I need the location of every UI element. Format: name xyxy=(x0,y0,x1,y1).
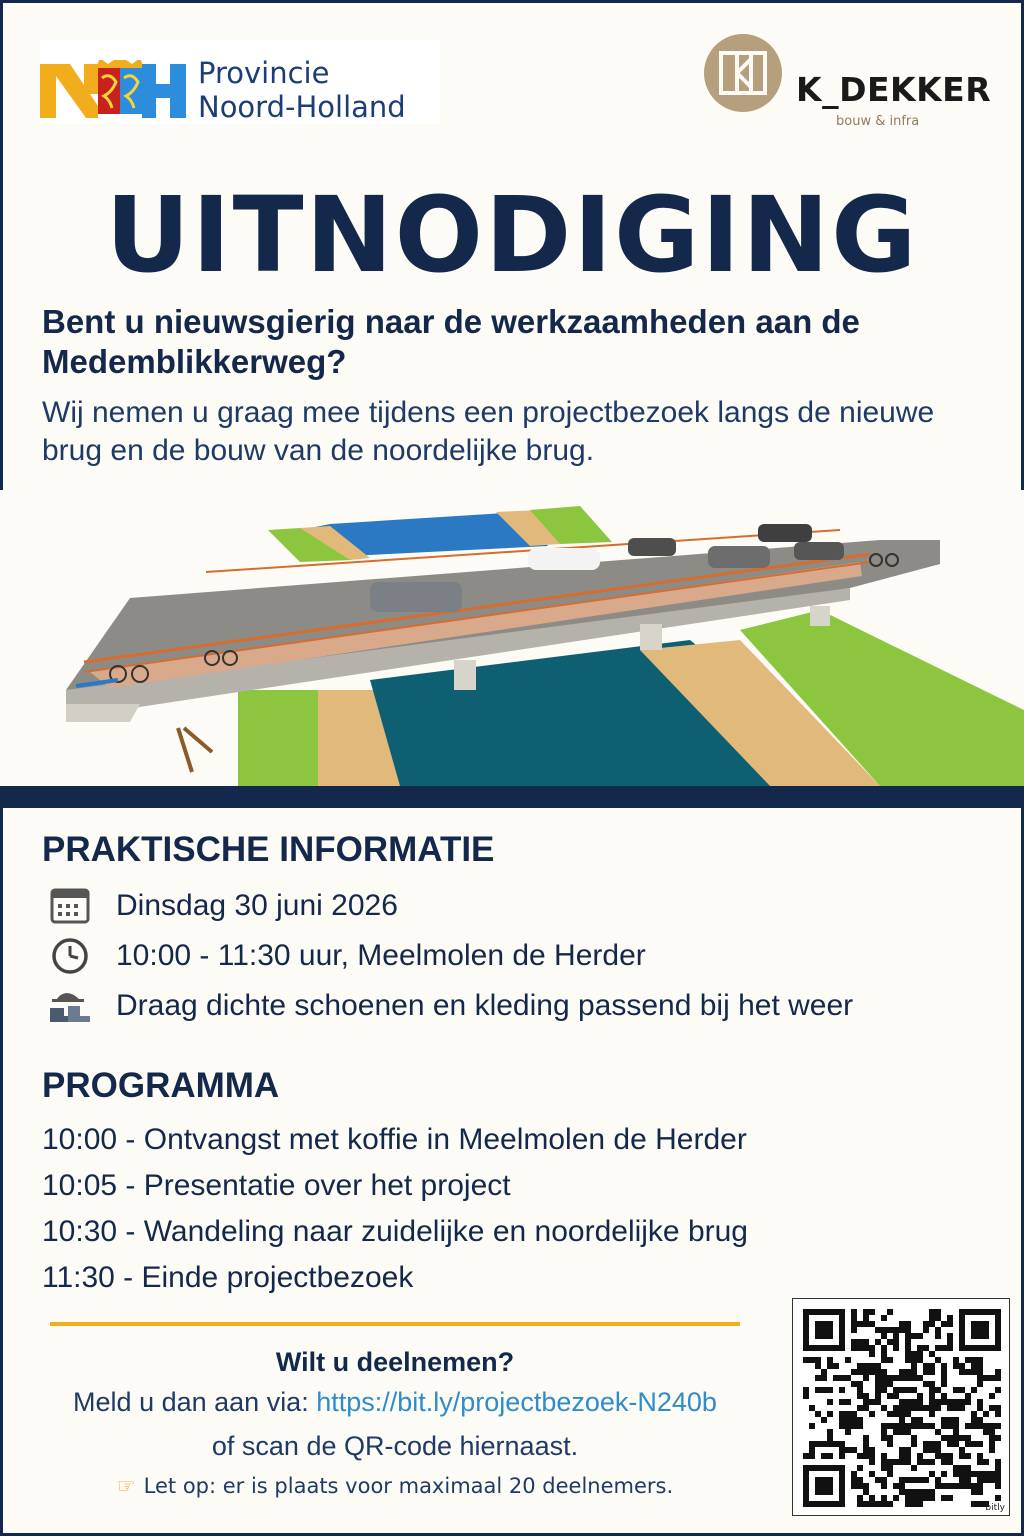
info-row-clothing xyxy=(42,984,1002,1028)
boots-hat-icon xyxy=(42,986,98,1026)
intro-question: Bent u nieuwsgierig naar de werkzaamheden aan de Medemblikkerweg? xyxy=(42,303,860,380)
signup-question: Wilt u deelnemen? xyxy=(275,1347,515,1377)
signup-scan-text: of scan de QR-code hiernaast. xyxy=(211,1431,579,1461)
signup-line xyxy=(0,1382,790,1422)
qr-code-pattern xyxy=(803,1309,1001,1507)
program-item: 10:05 - Presentatie over het project xyxy=(42,1169,511,1202)
info-row-date xyxy=(42,884,1002,928)
dekker-logo xyxy=(704,34,1000,130)
clock-icon xyxy=(42,936,98,976)
signup-link[interactable]: https://bit.ly/projectbezoek-N240b xyxy=(316,1387,717,1417)
pointing-hand-icon: ☞ xyxy=(116,1474,136,1498)
info-date-text: Dinsdag 30 juni 2026 xyxy=(116,889,398,922)
calendar-icon xyxy=(42,886,98,926)
dekker-emblem-icon xyxy=(704,34,782,112)
program-heading: PROGRAMMA xyxy=(42,1066,280,1105)
dekker-name: K_DEKKER xyxy=(796,70,992,109)
signup-note-text: Let op: er is plaats voor maximaal 20 deelnemers. xyxy=(143,1474,674,1498)
program-item: 10:30 - Wandeling naar zuidelijke en noordelijke brug xyxy=(42,1215,748,1248)
program-item: 11:30 - Einde projectbezoek xyxy=(42,1261,414,1294)
signup-prefix: Meld u dan aan via: xyxy=(73,1387,317,1417)
info-row-time xyxy=(42,934,1002,978)
page-title: UITNODIGING xyxy=(105,174,919,296)
qr-bitly-label: bitly xyxy=(985,1503,1005,1513)
gold-divider xyxy=(50,1322,740,1326)
province-name-line2: Noord-Holland xyxy=(198,90,406,124)
info-time-text: 10:00 - 11:30 uur, Meelmolen de Herder xyxy=(116,939,646,972)
province-name-line1: Provincie xyxy=(198,56,330,90)
info-clothing-text: Draag dichte schoenen en kleding passend bij het weer xyxy=(116,989,854,1022)
qr-code[interactable] xyxy=(792,1298,1010,1516)
signup-note xyxy=(0,1468,790,1504)
program-item: 10:00 - Ontvangst met koffie in Meelmolen de Herder xyxy=(42,1123,747,1156)
province-logo xyxy=(40,40,440,124)
section-divider-band xyxy=(0,786,1024,808)
nh-coat-of-arms-icon xyxy=(40,60,186,120)
practical-heading: PRAKTISCHE INFORMATIE xyxy=(42,830,495,869)
bridge-illustration xyxy=(0,490,1024,786)
intro-text: Wij nemen u graag mee tijdens een projectbezoek langs de nieuwe brug en de bouw van de noordelijke brug. xyxy=(42,396,935,467)
dekker-tagline: bouw & infra xyxy=(836,114,920,129)
